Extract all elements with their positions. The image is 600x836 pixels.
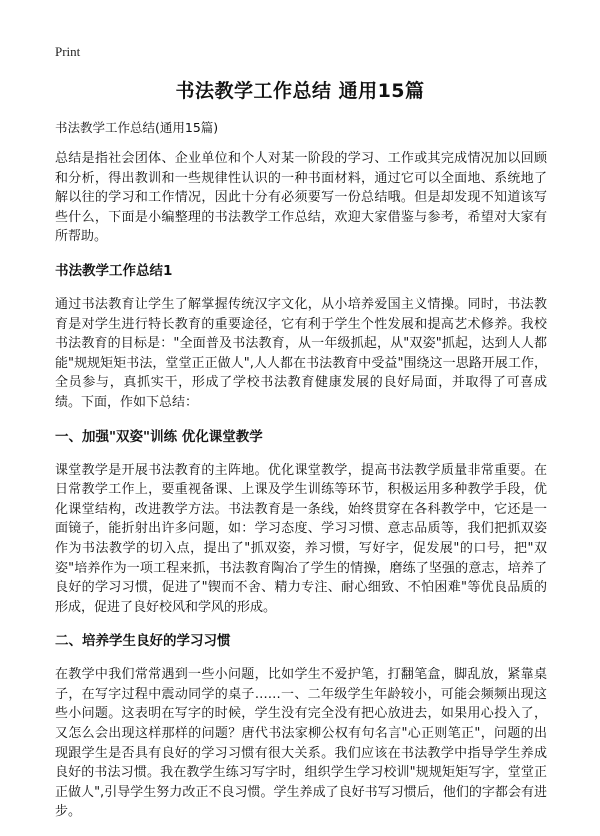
paragraph-2: 课堂教学是开展书法教育的主阵地。优化课堂教学，提高书法教学质量非常重要。在日常教学工作上，要重视备课、上课及学生训练等环节，积极运用多种教学手段，优化课堂结构，改进教学方法。书法教育是一条线，始终贯穿在各科教学中，它还是一面镜子，能折射出许多问题，如：学习态度、学习习惯、意志品质等，我们把抓双姿作为书法教学的切入点，提出了"抓双姿，养习惯，写好字，促发展"的口号，把"双姿"培养作为一项工程来抓，书法教育陶冶了学生的情操，磨练了坚强的意志，培养了良好的学习习惯，促进了"锲而不舍、精力专注、耐心细致、不怕困难"等优良品质的形成，促进了良好校风和学风的形成。	[55, 462, 547, 615]
print-link[interactable]: Print	[55, 44, 81, 59]
page-title: 书法教学工作总结 通用15篇	[175, 80, 425, 102]
article-subtitle: 书法教学工作总结(通用15篇)	[55, 120, 219, 135]
intro-paragraph: 总结是指社会团体、企业单位和个人对某一阶段的学习、工作或其完成情况加以回顾和分析，得出教训和一些规律性认识的一种书面材料，通过它可以全面地、系统地了解以往的学习和工作情况，因此十分有必须要写一份总结哦。但是却发现不知道该写些什么，下面是小编整理的书法教学工作总结，欢迎大家借鉴与参考，希望对大家有所帮助。	[55, 151, 547, 245]
article-body	[55, 118, 547, 836]
section-heading-2: 二、培养学生良好的学习习惯	[55, 633, 231, 650]
summary-heading-1: 书法教学工作总结1	[55, 262, 173, 279]
section-heading-1: 一、加强"双姿"训练 优化课堂教学	[55, 428, 263, 445]
paragraph-3: 在教学中我们常常遇到一些小问题，比如学生不爱护笔，打翻笔盒，脚乱放，紧靠桌子，在写字过程中震动同学的桌子……一、二年级学生年龄较小，可能会频频出现这些小问题。这表明在写字的时候，学生没有完全没有把心放进去，如果用心投入了，又怎么会出现这样那样的问题？唐代书法家柳公权有句名言"心正则笔正"，问题的出现跟学生是否具有良好的学习习惯有很大关系。我们应该在书法教学中指导学生养成良好的书法习惯。我在教学生练习写字时，组织学生学习校训"规规矩矩写字，堂堂正正做人",引导学生努力改正不良习惯。学生养成了良好书写习惯后，他们的字都会有进步。	[55, 667, 547, 820]
paragraph-1: 通过书法教育让学生了解掌握传统汉字文化，从小培养爱国主义情操。同时，书法教育是对学生进行特长教育的重要途径，它有利于学生个性发展和提高艺术修养。我校书法教育的目标是："全面普及书法教育，从一年级抓起，从"双姿"抓起，达到人人都能"规规矩矩书法，堂堂正正做人",人人都在书法教育中受益"围绕这一思路开展工作，全员参与，真抓实干，形成了学校书法教育健康发展的良好局面，并取得了可喜成绩。下面，作如下总结：	[55, 296, 547, 410]
